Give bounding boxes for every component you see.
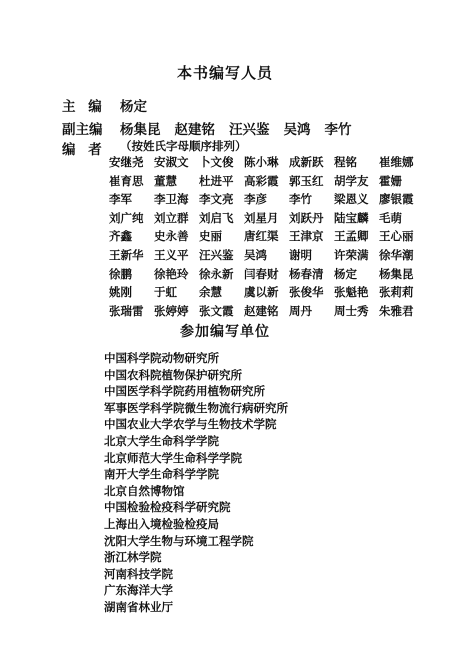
author-name: 李彦 [244,192,267,207]
authors-label: 编 者 [62,142,106,158]
deputy-editor-names [120,118,366,138]
author-name: 徐华潮 [379,247,414,262]
author-name: 朱雅君 [379,303,414,318]
author-name: 徐艳玲 [154,266,189,281]
unit-item: 中国科学院动物研究所 [104,351,219,365]
author-name: 李文亮 [199,192,234,207]
deputy-editor-label: 副主编 [62,122,103,138]
author-name: 李卫海 [154,192,189,207]
deputy-editor-row [62,118,366,138]
unit-item: 北京师范大学生命科学学院 [104,450,242,465]
unit-item: 南开大学生命科学学院 [104,467,219,482]
unit-item: 中国农业大学农学与生物技术学院 [104,417,277,432]
author-name: 刘立群 [154,210,189,225]
author-name: 齐鑫 [109,229,132,244]
author-name: 董慧 [154,173,177,188]
author-name: 杨春清 [289,266,324,281]
unit-item: 北京自然博物馆 [104,483,185,498]
author-name: 崔维娜 [379,155,414,169]
author-name: 张俊华 [289,285,324,300]
editor-label: 主 编 [62,99,106,115]
author-name: 徐永新 [199,266,234,281]
units-title: 参加编写单位 [180,324,270,340]
unit-item: 浙江林学院 [104,550,162,565]
author-name: 杜进平 [199,173,234,188]
unit-item: 河南科技学院 [104,566,173,581]
unit-item: 湖南省林业厅 [104,599,173,614]
author-name: 陆宝麟 [334,210,369,225]
unit-item: 广东海洋大学 [104,583,173,598]
author-name: 陈小琳 [244,155,279,169]
author-name: 唐红渠 [244,229,279,244]
author-name: 王心丽 [379,229,414,244]
author-name: 赵建铭 [244,303,279,318]
author-name: 郭玉红 [289,173,324,188]
page-title: 本书编写人员 [176,64,273,82]
deputy-editor-name: 赵建铭 [174,122,215,138]
editor-name: 杨定 [120,99,147,115]
authors-order-note: （按姓氏字母顺序排列） [120,139,247,153]
author-name-grid [109,154,424,319]
author-name: 周士秀 [334,303,369,318]
author-name: 胡学友 [334,173,369,188]
deputy-editor-name: 李竹 [324,122,352,138]
author-name: 刘星月 [244,210,279,225]
author-name: 刘跃丹 [289,210,324,225]
author-name: 周丹 [289,303,312,318]
deputy-editor-name: 吴鸿 [283,122,311,138]
author-name: 安淑文 [154,155,189,169]
author-name: 霍姗 [379,173,402,188]
author-name: 程铭 [334,155,357,169]
author-name: 毛萌 [379,210,402,225]
author-name: 安继尧 [109,155,144,169]
author-name: 张婷婷 [154,303,189,318]
author-name: 张魁艳 [334,285,369,300]
editor-row [62,95,161,115]
unit-item: 北京大学生命科学学院 [104,433,219,448]
author-name: 张文霞 [199,303,234,318]
author-name: 闫春财 [244,266,279,281]
author-name: 徐鹏 [109,266,132,281]
author-name: 史丽 [199,229,222,244]
author-name: 张瑞雷 [109,303,144,318]
author-name: 梁恩义 [334,192,369,207]
unit-list [104,350,288,616]
unit-item: 沈阳大学生物与环境工程学院 [104,533,254,548]
author-name: 王孟卿 [334,229,369,244]
unit-item: 中国检验检疫科学研究院 [104,500,231,515]
unit-item: 中国农科院植物保护研究所 [104,367,242,382]
author-name: 吴鸿 [244,247,267,262]
author-name: 史永善 [154,229,189,244]
author-name: 杨集昆 [379,266,414,281]
author-name: 虞以新 [244,285,279,300]
author-name: 李军 [109,192,132,207]
author-name: 廖银霞 [379,192,414,207]
author-name: 刘启飞 [199,210,234,225]
deputy-editor-name: 汪兴鉴 [229,122,270,138]
author-name: 杨定 [334,266,357,281]
author-name: 余慧 [199,285,222,300]
author-name: 崔育思 [109,173,144,188]
author-name: 卜文俊 [199,155,234,169]
author-name: 于虹 [154,285,177,300]
author-name: 汪兴鉴 [199,247,234,262]
unit-item: 上海出入境检验检疫局 [104,516,219,531]
author-name: 王津京 [289,229,324,244]
author-name: 成新跃 [289,155,324,169]
unit-item: 军事医学科学院微生物流行病研究所 [104,400,288,415]
author-name: 许荣满 [334,247,369,262]
author-name: 高彩霞 [244,173,279,188]
author-name: 王新华 [109,247,144,262]
author-name: 刘广纯 [109,210,144,225]
author-name: 谢明 [289,247,312,262]
author-name: 张莉莉 [379,285,414,300]
author-name: 李竹 [289,192,312,207]
editor-names [120,95,161,115]
author-name: 姚刚 [109,285,132,300]
deputy-editor-name: 杨集昆 [120,122,161,138]
unit-item: 中国医学科学院药用植物研究所 [104,384,265,399]
author-name: 王义平 [154,247,189,262]
